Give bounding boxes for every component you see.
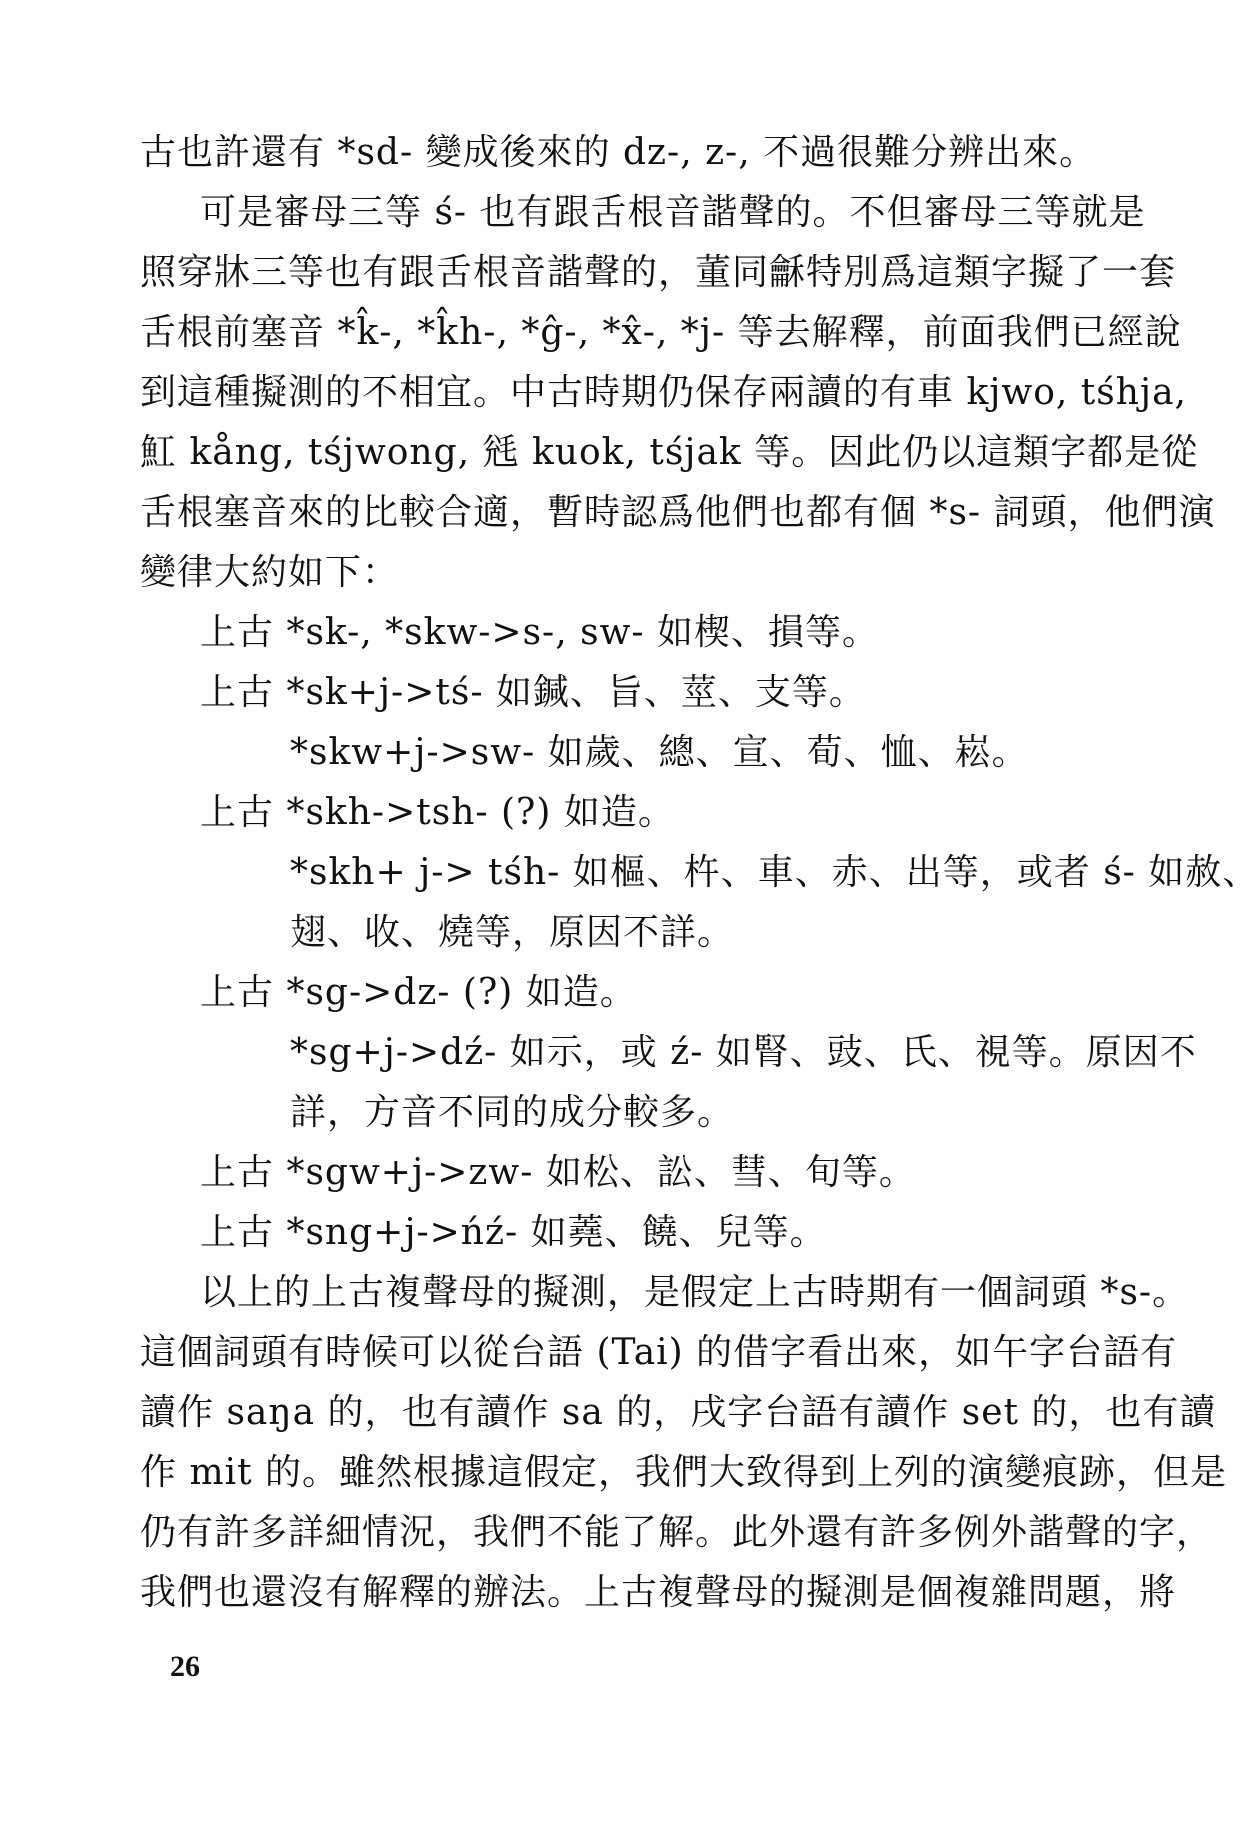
rule-line: 上古 *sgw+j->zw- 如松、訟、彗、旬等。 — [200, 1152, 916, 1193]
text-line: 作 mit 的。雖然根據這假定，我們大致得到上列的演變痕跡，但是 — [140, 1452, 1228, 1493]
text-line: 讀作 saŋa 的，也有讀作 sa 的，戌字台語有讀作 set 的，也有讀 — [140, 1392, 1217, 1433]
rule-line: 翅、收、燒等，原因不詳。 — [290, 912, 735, 953]
text-line: 我們也還沒有解釋的辦法。上古複聲母的擬測是個複雜問題，將 — [140, 1572, 1177, 1613]
text-line: 舌根前塞音 *k̂-, *k̂h-, *ĝ-, *x̂-, *j- 等去解釋，前面我們已經說 — [140, 312, 1182, 353]
text-line: 這個詞頭有時候可以從台語 (Tai) 的借字看出來，如午字台語有 — [140, 1332, 1178, 1373]
rule-line: 上古 *sk+j->tś- 如鍼、旨、莖、支等。 — [200, 672, 866, 713]
rule-line: *skh+ j-> tśh- 如樞、杵、車、赤、出等，或者 ś- 如赦、 — [290, 852, 1259, 893]
page-number: 26 — [170, 1650, 200, 1683]
text-line: 舌根塞音來的比較合適，暫時認爲他們也都有個 *s- 詞頭，他們演 — [140, 492, 1216, 533]
text-line: 可是審母三等 ś- 也有跟舌根音諧聲的。不但審母三等就是 — [200, 192, 1146, 233]
rule-line: *skw+j->sw- 如歲、總、宣、荀、恤、崧。 — [290, 732, 1029, 773]
rule-line: 上古 *sng+j->ńź- 如蕘、饒、兒等。 — [200, 1212, 827, 1253]
text-line: 古也許還有 *sd- 變成後來的 dz-, z-, 不過很難分辨出來。 — [140, 132, 1097, 173]
text-line: 變律大約如下： — [140, 552, 400, 593]
text-line: 仍有許多詳細情況，我們不能了解。此外還有許多例外諧聲的字， — [140, 1512, 1214, 1553]
rule-line: 上古 *skh->tsh- (?) 如造。 — [200, 792, 675, 833]
rule-line: 上古 *sg->dz- (?) 如造。 — [200, 972, 637, 1013]
rule-line: 詳，方音不同的成分較多。 — [290, 1092, 735, 1133]
text-line: 魟 kång, tśjwong, 毤 kuok, tśjak 等。因此仍以這類字都是從 — [140, 432, 1199, 473]
text-line: 照穿牀三等也有跟舌根音諧聲的，董同龢特別爲這類字擬了一套 — [140, 252, 1177, 293]
rule-line: *sg+j->dź- 如示，或 ź- 如腎、豉、氏、視等。原因不 — [290, 1032, 1197, 1073]
rule-line: 上古 *sk-, *skw->s-, sw- 如楔、損等。 — [200, 612, 880, 653]
text-line: 到這種擬測的不相宜。中古時期仍保存兩讀的有車 kjwo, tśhja, — [140, 372, 1187, 413]
text-line: 以上的上古複聲母的擬測，是假定上古時期有一個詞頭 *s-。 — [200, 1272, 1190, 1313]
